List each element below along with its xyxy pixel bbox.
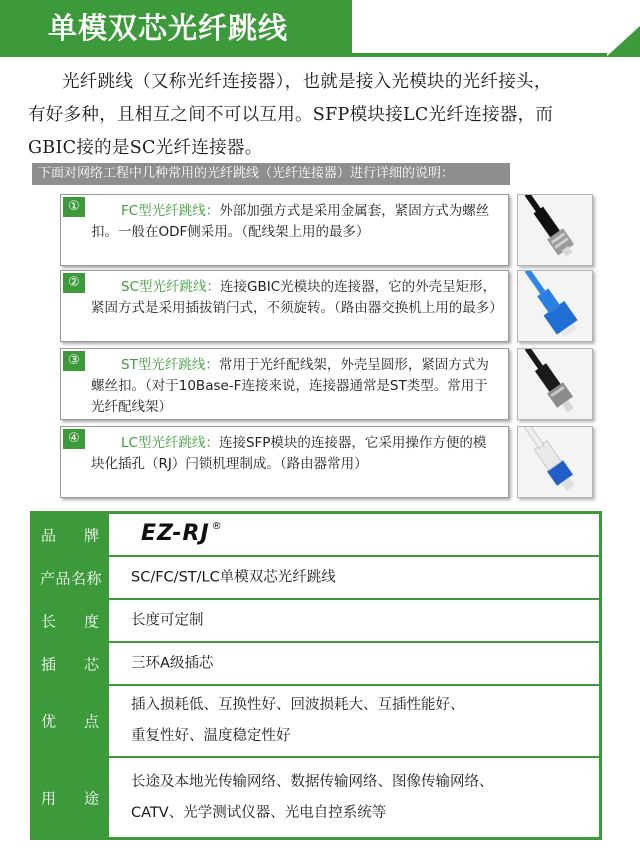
spec-label: 产品名称 [33, 557, 109, 598]
connector-card-lc [60, 426, 509, 498]
section-subheader: 下面对网络工程中几种常用的光纤跳线（光纤连接器）进行详细的说明： [32, 163, 510, 185]
card-number: ③ [63, 351, 85, 371]
spec-value: SC/FC/ST/LC单模双芯光纤跳线 [131, 569, 336, 585]
spec-row-product [33, 557, 599, 600]
spec-value: 长途及本地光传输网络、数据传输网络、图像传输网络、 CATV、光学测试仪器、光电自控系统等 [131, 773, 494, 821]
connector-name: ST型光纤跳线： [121, 357, 219, 373]
intro-line-2: 有好多种，且相互之间不可以互用。SFP模块接LC光纤连接器，而 [28, 105, 554, 125]
connector-card-sc [60, 270, 509, 342]
card-number: ② [63, 273, 85, 293]
connector-name: FC型光纤跳线： [121, 203, 220, 219]
spec-label: 长 度 [33, 600, 109, 641]
st-connector-icon [517, 348, 593, 420]
spec-label: 优 点 [33, 686, 109, 756]
connector-desc: 连接SFP模块的连接器，它采用操作方便的模块化插孔（RJ）闩锁机理制成。（路由器常用） [91, 435, 487, 472]
card-description [91, 201, 498, 243]
intro-line-1: 光纤跳线（又称光纤连接器），也就是接入光模块的光纤接头， [62, 72, 552, 92]
intro-paragraph [28, 66, 618, 165]
spec-table [30, 511, 602, 840]
spec-row-ferrule [33, 643, 599, 686]
connector-name: LC型光纤跳线： [121, 435, 219, 451]
spec-label: 品 牌 [33, 514, 109, 555]
connector-desc: 连接GBIC光模块的连接器，它的外壳呈矩形，紧固方式是采用插拔销闩式，不须旋转。（路由器交换机上用的最多） [91, 279, 503, 316]
spec-label: 用 途 [33, 758, 109, 837]
connector-desc: 常用于光纤配线架，外壳呈圆形，紧固方式为螺丝扣。（对于10Base-F连接来说，连接器通常是ST类型。常用于光纤配线架） [91, 357, 489, 415]
title-banner [0, 0, 352, 57]
brand-logo: EZ-RJ ® [141, 520, 222, 546]
spec-row-brand [33, 514, 599, 557]
connector-card-st [60, 348, 509, 420]
lc-connector-icon [517, 426, 593, 498]
header-divider [352, 53, 607, 57]
spec-row-usage [33, 758, 599, 837]
spec-row-advantages [33, 686, 599, 758]
fc-connector-icon [517, 194, 593, 266]
spec-value: 三环A级插芯 [131, 655, 214, 671]
card-number: ④ [63, 429, 85, 449]
card-description [91, 355, 498, 418]
card-description [91, 277, 503, 319]
spec-value: 长度可定制 [131, 612, 204, 628]
page-title: 单模双芯光纤跳线 [48, 11, 289, 45]
card-description [91, 433, 498, 475]
connector-card-fc [60, 194, 509, 266]
header-corner-triangle [606, 26, 640, 57]
connector-name: SC型光纤跳线： [121, 279, 220, 295]
intro-line-3: GBIC接的是SC光纤连接器。 [28, 138, 263, 158]
card-number: ① [63, 197, 85, 217]
spec-label: 插 芯 [33, 643, 109, 684]
spec-value: 插入损耗低、互换性好、回波损耗大、互插性能好、 重复性好、温度稳定性好 [131, 697, 465, 744]
connector-desc: 外部加强方式是采用金属套，紧固方式为螺丝扣。一般在ODF侧采用。（配线架上用的最多） [91, 203, 490, 240]
spec-row-length [33, 600, 599, 643]
sc-connector-icon [517, 270, 593, 342]
